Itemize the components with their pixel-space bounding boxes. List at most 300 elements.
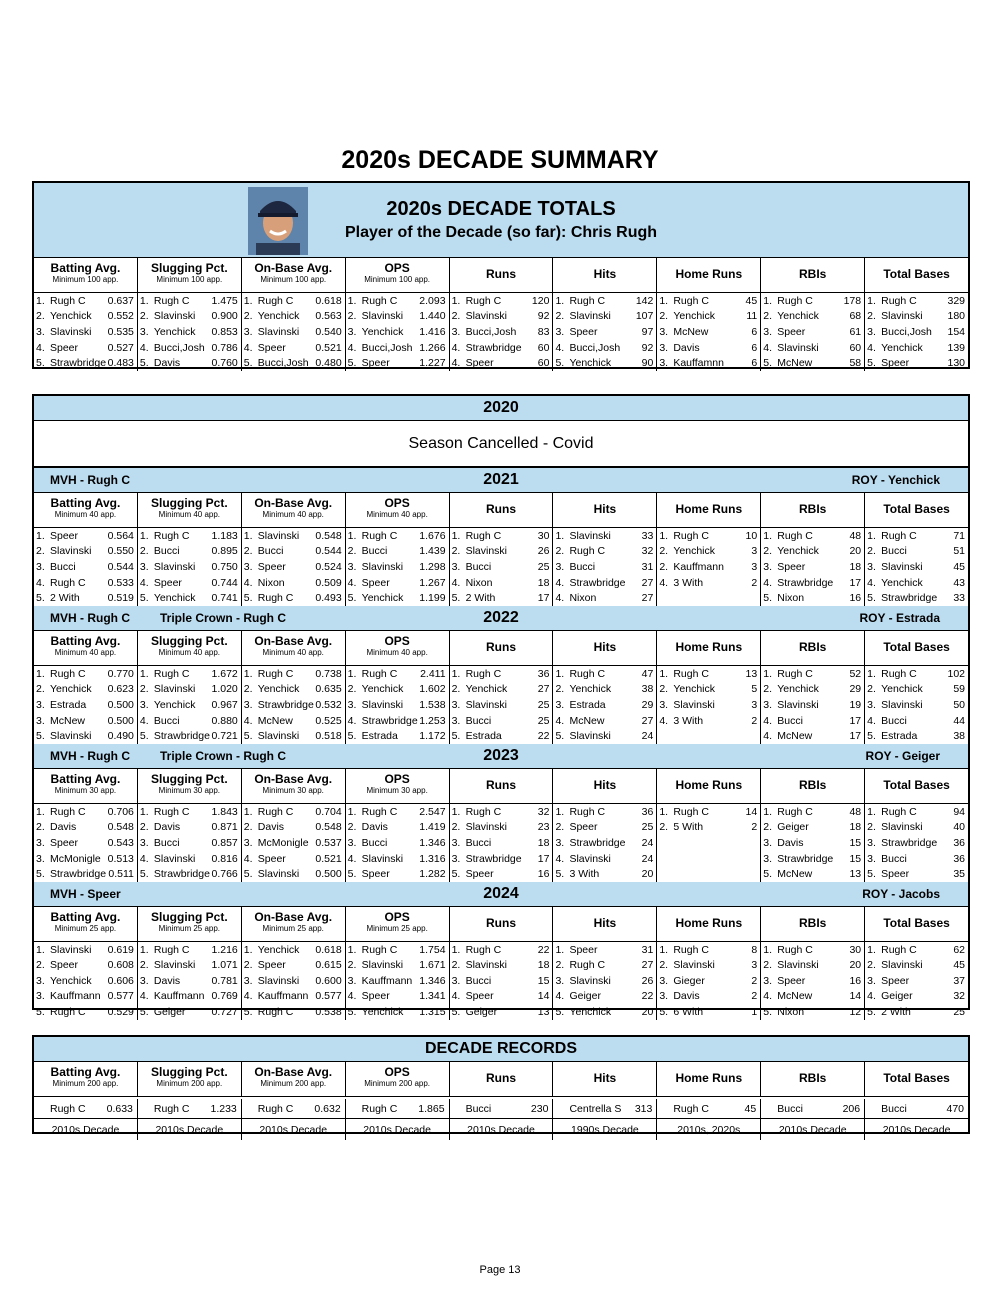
leader-value: 0.706 bbox=[107, 805, 134, 818]
column-header bbox=[553, 1062, 657, 1096]
leader-value: 3 bbox=[751, 560, 758, 573]
leader-rank: 3. bbox=[867, 698, 876, 711]
leader-rank: 4. bbox=[139, 852, 149, 865]
leader-name: Davis bbox=[361, 821, 388, 834]
stat-column bbox=[865, 942, 968, 1020]
leader-value: 0.564 bbox=[107, 529, 134, 542]
column-header-label: Batting Avg. bbox=[50, 771, 121, 786]
leader-name: Davis bbox=[153, 974, 181, 987]
leader-row bbox=[865, 340, 968, 356]
leader-value: 1.020 bbox=[211, 683, 238, 696]
leader-row bbox=[761, 697, 864, 713]
leader-row bbox=[553, 575, 656, 591]
leader-rank: 1. bbox=[451, 943, 461, 956]
leader-rank: 3. bbox=[243, 560, 253, 573]
leader-value: 90 bbox=[641, 357, 654, 370]
leader-name: Davis bbox=[673, 990, 700, 1003]
leader-rank: 2. bbox=[36, 821, 45, 834]
leader-rank: 3. bbox=[347, 698, 357, 711]
leader-rank: 3. bbox=[36, 836, 45, 849]
mvh-label: MVH - Rugh C bbox=[50, 473, 130, 487]
leader-name: Slavinski bbox=[465, 959, 507, 972]
leader-value: 48 bbox=[849, 805, 862, 818]
leader-row bbox=[346, 324, 449, 340]
leader-name: Slavinski bbox=[569, 974, 611, 987]
leader-value: 62 bbox=[953, 943, 966, 956]
leader-rank: 1. bbox=[555, 529, 565, 542]
triple-crown-label: Triple Crown - Rugh C bbox=[160, 748, 286, 763]
leader-name: Strawbridge bbox=[777, 576, 834, 589]
leader-rank: 5. bbox=[763, 592, 772, 605]
leader-row bbox=[34, 324, 137, 340]
leader-value: 44 bbox=[953, 714, 966, 727]
leader-row bbox=[657, 697, 760, 713]
leader-rank: 2. bbox=[763, 683, 772, 696]
leader-name: Kauffmann bbox=[50, 990, 101, 1003]
leader-row bbox=[242, 697, 345, 713]
leader-name: Strawbridge bbox=[465, 852, 522, 865]
leader-row bbox=[553, 973, 656, 989]
leader-value: 2.093 bbox=[419, 294, 446, 307]
stat-column bbox=[450, 942, 554, 1020]
leader-rank: 5. bbox=[555, 868, 565, 881]
leader-name: Speer bbox=[569, 943, 598, 956]
leader-name: Davis bbox=[153, 821, 181, 834]
leader-row bbox=[450, 666, 553, 682]
leader-row bbox=[34, 575, 137, 591]
leader-row bbox=[450, 324, 553, 340]
leader-value: 83 bbox=[537, 325, 550, 338]
leader-name: Rugh C bbox=[50, 294, 86, 307]
leader-row bbox=[553, 682, 656, 698]
leader-row bbox=[138, 324, 241, 340]
leader-rank: 4. bbox=[763, 714, 772, 727]
column-header-label: On-Base Avg. bbox=[254, 909, 333, 924]
leader-rank: 1. bbox=[347, 529, 357, 542]
roy-label: ROY - Geiger bbox=[865, 748, 940, 763]
leader-rank: 4. bbox=[763, 730, 772, 743]
leader-rank: 3. bbox=[36, 714, 45, 727]
leader-name: Slavinski bbox=[673, 698, 715, 711]
leader-value: 0.563 bbox=[315, 310, 342, 323]
leader-name: Slavinski bbox=[153, 959, 196, 972]
column-header-minimum: Minimum 40 app. bbox=[262, 647, 324, 657]
leader-rank: 3. bbox=[139, 560, 149, 573]
leader-value: 0.480 bbox=[315, 357, 342, 370]
leader-name: Estrada bbox=[881, 730, 918, 743]
leader-value: 27 bbox=[641, 714, 654, 727]
leader-rank: 1. bbox=[659, 294, 669, 307]
column-header-label: Batting Avg. bbox=[50, 909, 121, 924]
column-header-label: OPS bbox=[384, 909, 410, 924]
leader-name: Slavinski bbox=[881, 698, 923, 711]
leader-row bbox=[450, 942, 553, 958]
leader-value: 2 bbox=[751, 576, 758, 589]
column-header-label: RBIs bbox=[799, 267, 827, 281]
leader-rank: 4. bbox=[243, 576, 253, 589]
leader-value: 178 bbox=[843, 294, 862, 307]
leader-row bbox=[761, 804, 864, 820]
leader-value: 94 bbox=[953, 805, 966, 818]
leader-name: Strawbridge bbox=[777, 852, 834, 865]
leader-name: Yenchick bbox=[257, 310, 300, 323]
leader-row bbox=[865, 958, 968, 974]
leader-name: Yenchick bbox=[257, 943, 300, 956]
leader-value: 0.509 bbox=[315, 576, 342, 589]
leader-name: Speer bbox=[465, 357, 494, 370]
record-decade: 2010s Decade bbox=[138, 1119, 242, 1140]
leader-name: Slavinski bbox=[777, 341, 819, 354]
column-header bbox=[450, 631, 554, 665]
leader-row bbox=[553, 820, 656, 836]
leader-row bbox=[657, 324, 760, 340]
leader-rank: 3. bbox=[451, 325, 461, 338]
leader-name: Rugh C bbox=[257, 1006, 294, 1019]
leader-name: Yenchick bbox=[777, 683, 819, 696]
leader-rank: 3. bbox=[867, 560, 876, 573]
stat-column bbox=[138, 804, 242, 882]
column-header-minimum: Minimum 40 app. bbox=[262, 510, 324, 519]
leader-rank: 1. bbox=[243, 294, 253, 307]
leader-row bbox=[553, 728, 656, 744]
leader-value: 36 bbox=[641, 805, 654, 818]
record-value: 0.632 bbox=[314, 1102, 341, 1115]
leader-name: Speer bbox=[777, 325, 806, 338]
season-data bbox=[34, 942, 968, 1020]
stat-column bbox=[657, 528, 761, 606]
leader-rank: 4. bbox=[139, 576, 149, 589]
leader-value: 23 bbox=[537, 821, 550, 834]
stat-column bbox=[346, 666, 450, 744]
leader-value: 16 bbox=[849, 592, 862, 605]
leader-rank: 5. bbox=[243, 592, 253, 605]
leader-row bbox=[34, 989, 137, 1005]
leader-name: 5 With bbox=[673, 821, 704, 834]
season-bar bbox=[34, 882, 968, 907]
leader-row bbox=[761, 1004, 864, 1020]
stat-column bbox=[138, 528, 242, 606]
leader-value: 0.548 bbox=[315, 529, 342, 542]
leader-value: 0.857 bbox=[211, 836, 238, 849]
leader-value: 1.071 bbox=[211, 959, 238, 972]
leader-value: 22 bbox=[641, 990, 654, 1003]
leader-row bbox=[761, 713, 864, 729]
column-header bbox=[34, 258, 138, 292]
column-header bbox=[657, 1062, 761, 1096]
leader-rank: 5. bbox=[347, 1006, 357, 1019]
leader-row bbox=[657, 1004, 760, 1020]
leader-value: 1.475 bbox=[211, 294, 238, 307]
leader-row bbox=[138, 682, 241, 698]
leader-rank: 1. bbox=[451, 294, 461, 307]
leader-rank: 3. bbox=[36, 698, 45, 711]
leader-value: 1.216 bbox=[211, 943, 238, 956]
leader-value: 0.637 bbox=[107, 294, 134, 307]
leader-name: Bucci bbox=[153, 714, 180, 727]
leader-value: 0.880 bbox=[211, 714, 238, 727]
leader-value: 1.671 bbox=[419, 959, 446, 972]
leader-row bbox=[242, 682, 345, 698]
column-header bbox=[34, 907, 138, 941]
leader-name: McNew bbox=[257, 714, 293, 727]
leader-rank: 4. bbox=[555, 990, 565, 1003]
leader-value: 0.704 bbox=[315, 805, 342, 818]
leader-row bbox=[865, 324, 968, 340]
leader-row bbox=[865, 544, 968, 560]
leader-rank: 2. bbox=[867, 683, 876, 696]
leader-name: Rugh C bbox=[673, 667, 709, 680]
leader-rank: 2. bbox=[555, 683, 565, 696]
decade-totals-panel bbox=[32, 181, 970, 369]
column-header bbox=[346, 631, 450, 665]
leader-name: Davis bbox=[673, 341, 700, 354]
totals-data bbox=[34, 293, 968, 371]
stat-column bbox=[865, 528, 968, 606]
leader-rank: 2. bbox=[139, 683, 149, 696]
leader-name: Rugh C bbox=[153, 529, 190, 542]
leader-value: 18 bbox=[537, 959, 550, 972]
leader-rank: 4. bbox=[243, 714, 253, 727]
leader-row bbox=[450, 973, 553, 989]
page-number: Page 13 bbox=[479, 1264, 521, 1276]
leader-rank: 1. bbox=[763, 294, 772, 307]
column-header-label: Slugging Pct. bbox=[151, 633, 228, 648]
leader-rank: 2. bbox=[763, 959, 772, 972]
leader-rank: 5. bbox=[347, 592, 357, 605]
leader-rank: 4. bbox=[36, 341, 45, 354]
column-header bbox=[761, 631, 865, 665]
leader-row bbox=[450, 958, 553, 974]
leader-rank: 5. bbox=[139, 868, 149, 881]
leader-value: 1.346 bbox=[419, 836, 446, 849]
leader-rank: 4. bbox=[347, 576, 357, 589]
stat-column bbox=[346, 942, 450, 1020]
leader-name: Geiger bbox=[881, 990, 913, 1003]
leader-row bbox=[657, 866, 760, 882]
leader-name: McNew bbox=[777, 357, 813, 370]
leader-row bbox=[242, 575, 345, 591]
leader-value: 24 bbox=[641, 730, 654, 743]
leader-row bbox=[450, 1004, 553, 1020]
leader-rank: 1. bbox=[36, 667, 45, 680]
leader-rank: 3. bbox=[243, 325, 253, 338]
leader-name: Kauffmann bbox=[361, 974, 413, 987]
season-data bbox=[34, 528, 968, 606]
column-header-label: Home Runs bbox=[675, 777, 743, 792]
leader-name: Slavinski bbox=[50, 730, 92, 743]
leader-row bbox=[242, 559, 345, 575]
leader-name: Rugh C bbox=[465, 805, 502, 818]
leader-rank: 1. bbox=[243, 943, 253, 956]
leader-name: Slavinski bbox=[465, 698, 507, 711]
season-year: 2023 bbox=[483, 746, 519, 764]
leader-row bbox=[138, 804, 241, 820]
leader-value: 0.493 bbox=[315, 592, 342, 605]
column-header-minimum: Minimum 40 app. bbox=[54, 647, 117, 657]
record-value: 0.633 bbox=[106, 1102, 133, 1115]
leader-value: 0.483 bbox=[107, 357, 134, 370]
leader-row bbox=[242, 866, 345, 882]
leader-rank: 2. bbox=[659, 560, 669, 573]
leader-row bbox=[242, 355, 345, 371]
column-header bbox=[138, 631, 242, 665]
stat-column bbox=[34, 528, 138, 606]
column-header-minimum: Minimum 100 app. bbox=[156, 275, 223, 284]
leader-rank: 1. bbox=[243, 529, 253, 542]
leader-row bbox=[553, 324, 656, 340]
leader-name: Slavinski bbox=[257, 529, 300, 542]
leader-rank: 2. bbox=[451, 545, 461, 558]
leader-name: Nixon bbox=[569, 592, 597, 605]
leader-name: Slavinski bbox=[257, 868, 300, 881]
leader-name: Rugh C bbox=[50, 805, 86, 818]
stat-column bbox=[242, 942, 346, 1020]
leader-rank: 3. bbox=[139, 325, 149, 338]
column-header bbox=[865, 769, 968, 803]
leader-name: Yenchick bbox=[777, 310, 819, 323]
leader-value: 27 bbox=[641, 959, 654, 972]
leader-value: 0.500 bbox=[107, 714, 134, 727]
record-decade: 2010s Decade bbox=[34, 1119, 138, 1140]
leader-name: 3 With bbox=[569, 868, 600, 881]
record-cell bbox=[450, 1099, 554, 1118]
column-header-label: Batting Avg. bbox=[50, 1065, 121, 1079]
leader-rank: 1. bbox=[555, 294, 565, 307]
leader-rank: 2. bbox=[763, 821, 772, 834]
records-column-headers bbox=[34, 1062, 968, 1097]
leader-row bbox=[450, 340, 553, 356]
leader-name: Geiger bbox=[465, 1006, 498, 1019]
leader-name: Strawbridge bbox=[50, 357, 107, 370]
leader-name: Rugh C bbox=[569, 545, 606, 558]
leader-value: 22 bbox=[537, 730, 550, 743]
leader-value: 0.618 bbox=[315, 943, 342, 956]
leader-rank: 4. bbox=[867, 341, 876, 354]
leader-name: Slavinski bbox=[50, 545, 92, 558]
leader-name: Yenchick bbox=[569, 683, 612, 696]
leader-name: Slavinski bbox=[777, 698, 819, 711]
leader-name: Bucci bbox=[465, 560, 492, 573]
leader-rank: 5. bbox=[243, 730, 253, 743]
season-column-headers bbox=[34, 769, 968, 804]
leader-value: 2.411 bbox=[420, 667, 446, 680]
leader-rank: 5. bbox=[36, 730, 45, 743]
leader-row bbox=[346, 682, 449, 698]
column-header bbox=[138, 907, 242, 941]
leader-row bbox=[865, 866, 968, 882]
records-bar bbox=[34, 1037, 968, 1062]
season-bar bbox=[34, 744, 968, 769]
record-holder: Bucci bbox=[881, 1102, 907, 1115]
leader-rank: 5. bbox=[451, 730, 461, 743]
leader-name: Rugh C bbox=[361, 294, 398, 307]
leader-row bbox=[450, 804, 553, 820]
leader-value: 0.816 bbox=[211, 852, 238, 865]
leader-rank: 5. bbox=[867, 592, 876, 605]
column-header-minimum: Minimum 200 app. bbox=[52, 1079, 119, 1088]
leader-row bbox=[346, 309, 449, 325]
leader-name: Speer bbox=[465, 990, 494, 1003]
leader-value: 6 bbox=[751, 341, 758, 354]
leader-value: 5 bbox=[751, 683, 758, 696]
leader-row bbox=[761, 851, 864, 867]
column-header bbox=[34, 1062, 138, 1096]
column-header bbox=[865, 631, 968, 665]
leader-rank: 3. bbox=[867, 325, 876, 338]
leader-rank: 3. bbox=[763, 852, 772, 865]
leader-row bbox=[553, 666, 656, 682]
leader-value: 0.623 bbox=[107, 683, 134, 696]
leader-name: Rugh C bbox=[465, 294, 502, 307]
leader-value: 0.544 bbox=[315, 545, 342, 558]
leader-row bbox=[657, 804, 760, 820]
leader-name: Yenchick bbox=[50, 974, 92, 987]
record-holder: Rugh C bbox=[361, 1102, 398, 1115]
leader-row bbox=[450, 866, 553, 882]
seasons-panel bbox=[32, 394, 970, 1019]
leader-rank: 1. bbox=[451, 529, 461, 542]
leader-name: Slavinski bbox=[361, 560, 404, 573]
leader-name: Bucci bbox=[361, 836, 388, 849]
leader-value: 1.440 bbox=[419, 310, 446, 323]
leader-value: 47 bbox=[641, 667, 654, 680]
leader-name: Rugh C bbox=[673, 943, 709, 956]
leader-row bbox=[657, 713, 760, 729]
leader-value: 13 bbox=[849, 868, 862, 881]
leader-value: 329 bbox=[947, 294, 966, 307]
leader-rank: 2. bbox=[347, 821, 357, 834]
column-header bbox=[242, 769, 346, 803]
leader-value: 1.199 bbox=[419, 592, 446, 605]
leader-row bbox=[865, 528, 968, 544]
leader-rank: 4. bbox=[347, 714, 357, 727]
leader-rank: 5. bbox=[36, 868, 45, 881]
leader-value: 31 bbox=[641, 943, 654, 956]
stat-column bbox=[865, 293, 968, 371]
leader-name: Bucci,Josh bbox=[257, 357, 309, 370]
records-values bbox=[34, 1099, 968, 1118]
leader-value: 0.853 bbox=[211, 325, 238, 338]
leader-name: Nixon bbox=[257, 576, 285, 589]
season-column-headers bbox=[34, 493, 968, 528]
leader-name: Rugh C bbox=[50, 576, 86, 589]
leader-row bbox=[657, 682, 760, 698]
leader-name: Strawbridge bbox=[50, 868, 107, 881]
leader-value: 29 bbox=[849, 683, 862, 696]
leader-row bbox=[553, 528, 656, 544]
column-header-minimum: Minimum 25 app. bbox=[262, 923, 324, 933]
leader-row bbox=[346, 942, 449, 958]
stat-column bbox=[34, 804, 138, 882]
leader-value: 32 bbox=[641, 545, 654, 558]
leader-value: 68 bbox=[849, 310, 862, 323]
leader-name: Slavinski bbox=[50, 325, 92, 338]
leader-name: Estrada bbox=[569, 698, 606, 711]
leader-value: 0.600 bbox=[315, 974, 342, 987]
leader-value: 33 bbox=[641, 529, 654, 542]
record-cell bbox=[346, 1099, 450, 1118]
leader-rank: 3. bbox=[36, 560, 45, 573]
stat-column bbox=[34, 666, 138, 744]
leader-rank: 1. bbox=[36, 294, 45, 307]
leader-rank: 3. bbox=[347, 836, 357, 849]
leader-name: Yenchick bbox=[153, 592, 196, 605]
leader-row bbox=[346, 958, 449, 974]
leader-name: Speer bbox=[257, 341, 286, 354]
leader-name: Slavinski bbox=[569, 310, 611, 323]
leader-value: 60 bbox=[537, 357, 550, 370]
leader-row bbox=[761, 293, 864, 309]
